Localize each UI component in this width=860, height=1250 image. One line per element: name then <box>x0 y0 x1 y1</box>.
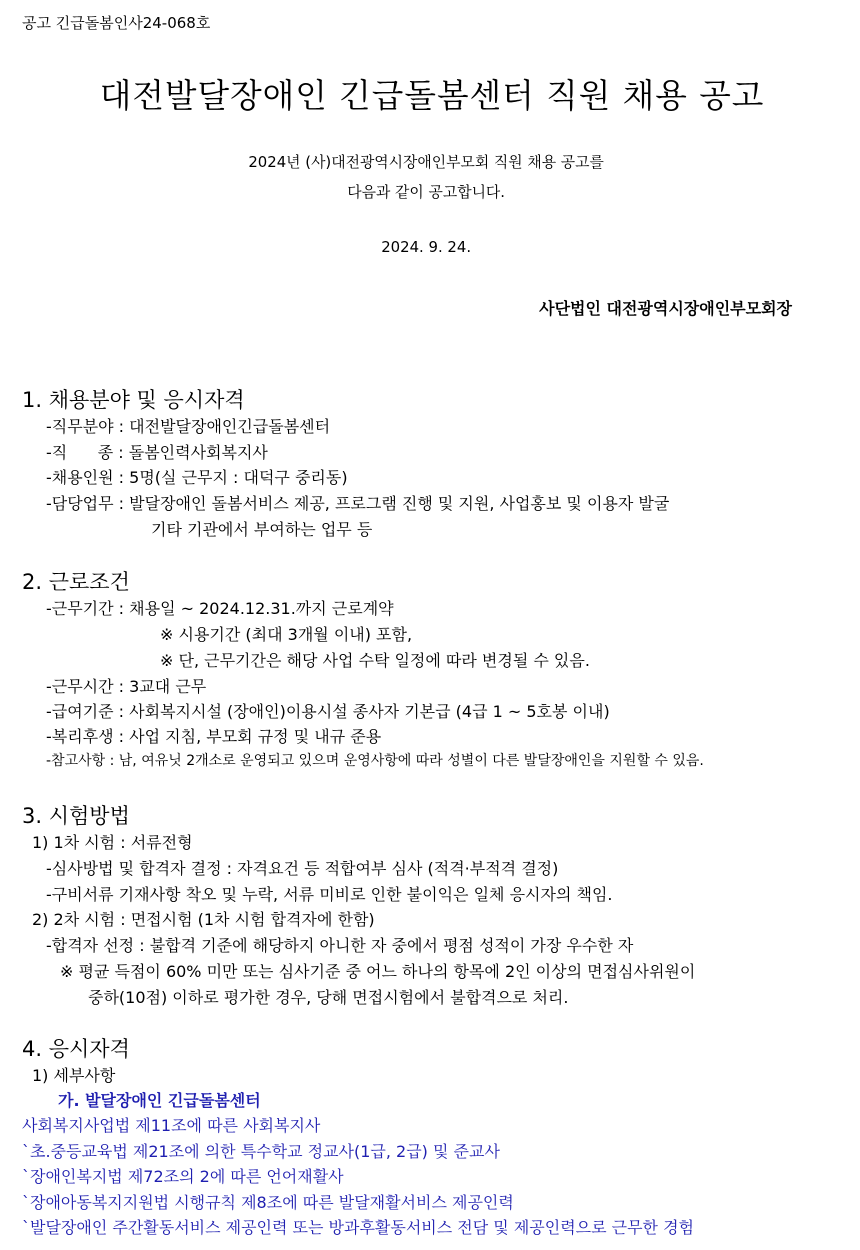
s1-line: -담당업무 : 발달장애인 돌봄서비스 제공, 프로그램 진행 및 지원, 사업홍보 및 이용자 발굴 <box>46 494 670 513</box>
notice-number: 공고 긴급돌봄인사24-068호 <box>22 14 211 32</box>
page-title: 대전발달장애인 긴급돌봄센터 직원 채용 공고 <box>99 76 765 115</box>
announcement-date: 2024. 9. 24. <box>381 238 472 256</box>
s3-line: 1) 1차 시험 : 서류전형 <box>32 833 193 852</box>
s4-center-heading: 가. 발달장애인 긴급돌봄센터 <box>58 1091 261 1110</box>
intro-line-1: 2024년 (사)대전광역시장애인부모회 직원 채용 공고를 <box>248 153 604 171</box>
intro-line-2: 다음과 같이 공고합니다. <box>347 183 506 201</box>
s4-qualification: `초.중등교육법 제21조에 의한 특수학교 정교사(1급, 2급) 및 준교사 <box>22 1142 500 1161</box>
s2-line: -급여기준 : 사회복지시설 (장애인)이용시설 종사자 기본급 (4급 1 ~ 5호봉 이내) <box>46 702 610 721</box>
section-3-heading: 3. 시험방법 <box>22 804 130 828</box>
s4-qualification: 사회복지사업법 제11조에 따른 사회복지사 <box>22 1116 321 1135</box>
s3-line: ※ 평균 득점이 60% 미만 또는 심사기준 중 어느 하나의 항목에 2인 이상의 면접심사위원이 <box>60 962 696 981</box>
section-4-heading: 4. 응시자격 <box>22 1037 130 1061</box>
s4-subheading: 1) 세부사항 <box>32 1066 116 1085</box>
issuer-name: 사단법인 대전광역시장애인부모회장 <box>539 299 792 318</box>
s2-line: -근무시간 : 3교대 근무 <box>46 677 207 696</box>
s1-line: -직 종 : 돌봄인력사회복지사 <box>46 443 268 462</box>
s4-qualification: `장애인복지법 제72조의 2에 따른 언어재활사 <box>22 1167 344 1186</box>
s4-qualification: `발달장애인 주간활동서비스 제공인력 또는 방과후활동서비스 전담 및 제공인력으로 근무한 경험 <box>22 1218 695 1237</box>
s3-line: -심사방법 및 합격자 결정 : 자격요건 등 적합여부 심사 (적격·부적격 결정) <box>46 859 559 878</box>
section-2-heading: 2. 근로조건 <box>22 570 130 594</box>
s2-line: -근무기간 : 채용일 ~ 2024.12.31.까지 근로계약 <box>46 599 394 618</box>
s3-line: 2) 2차 시험 : 면접시험 (1차 시험 합격자에 한함) <box>32 910 375 929</box>
s2-line: -참고사항 : 남, 여유닛 2개소로 운영되고 있으며 운영사항에 따라 성별이 다른 발달장애인을 지원할 수 있음. <box>46 753 704 769</box>
section-1-heading: 1. 채용분야 및 응시자격 <box>22 388 245 412</box>
s3-line: -합격자 선정 : 불합격 기준에 해당하지 아니한 자 중에서 평점 성적이 가장 우수한 자 <box>46 936 634 955</box>
s2-line: -복리후생 : 사업 지침, 부모회 규정 및 내규 준용 <box>46 727 382 746</box>
s3-line: 중하(10점) 이하로 평가한 경우, 당해 면접시험에서 불합격으로 처리. <box>88 988 569 1007</box>
s3-line: -구비서류 기재사항 착오 및 누락, 서류 미비로 인한 불이익은 일체 응시자의 책임. <box>46 885 613 904</box>
s2-line: ※ 단, 근무기간은 해당 사업 수탁 일정에 따라 변경될 수 있음. <box>160 651 590 670</box>
s1-line: -채용인원 : 5명(실 근무지 : 대덕구 중리동) <box>46 468 348 487</box>
s4-qualification: `장애아동복지지원법 시행규칙 제8조에 따른 발달재활서비스 제공인력 <box>22 1193 514 1212</box>
s2-line: ※ 시용기간 (최대 3개월 이내) 포함, <box>160 625 413 644</box>
s1-line: 기타 기관에서 부여하는 업무 등 <box>151 520 373 539</box>
s1-line: -직무분야 : 대전발달장애인긴급돌봄센터 <box>46 417 331 436</box>
